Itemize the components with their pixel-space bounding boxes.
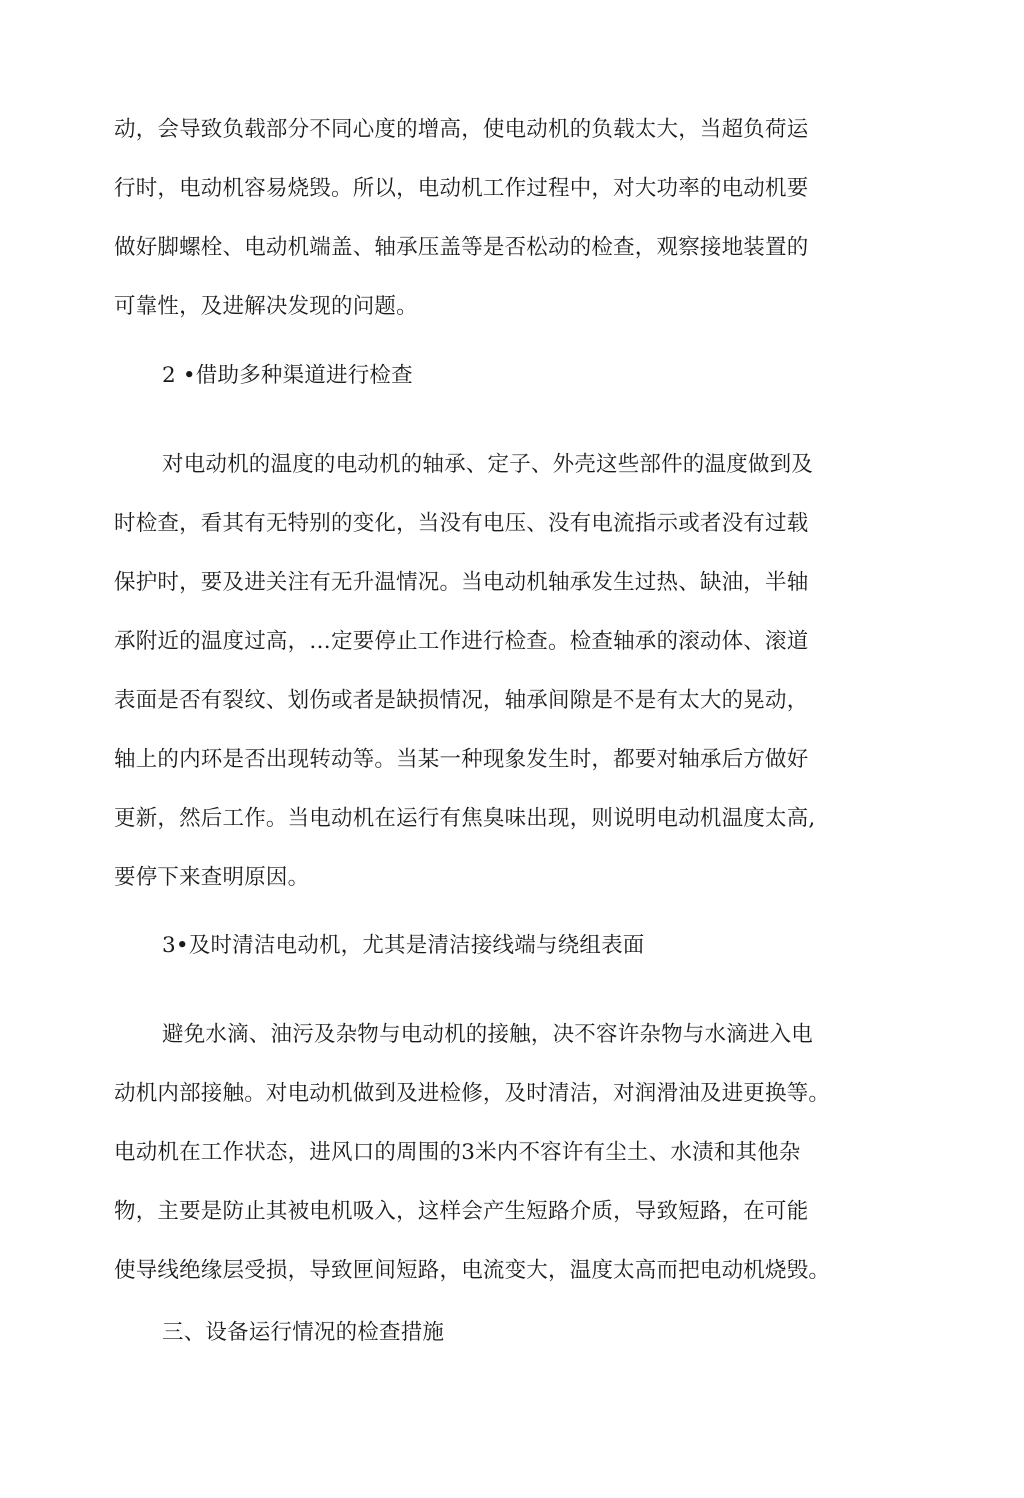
text-line: 保护时，要及进关注有无升温情况。当电动机轴承发生过热、缺油，半轴 bbox=[114, 570, 809, 595]
text-line: 承附近的温度过高，…定要停止工作进行检查。检查轴承的滚动体、滚道 bbox=[114, 629, 809, 654]
text-line: 物，主要是防止其被电机吸入，这样会产生短路介质，导致短路，在可能 bbox=[114, 1199, 809, 1224]
paragraph-temperature-check bbox=[114, 435, 874, 907]
text-line: 更新，然后工作。当电动机在运行有焦臭味出现，则说明电动机温度太高, bbox=[114, 806, 816, 831]
section-subheading: 2 •借助多种渠道进行检查 bbox=[162, 363, 413, 388]
heading-equipment-operation-check bbox=[114, 1303, 874, 1362]
text-line: 轴上的内环是否出现转动等。当某一种现象发生时，都要对轴承后方做好 bbox=[114, 747, 809, 772]
text-line: 动，会导致负载部分不同心度的增高，使电动机的负载太大，当超负荷运 bbox=[114, 117, 809, 142]
section-subheading: 3•及时清洁电动机，尤其是清洁接线端与绕组表面 bbox=[162, 933, 645, 958]
text-line: 要停下来查明原因。 bbox=[114, 865, 310, 890]
heading-multi-channel-inspection bbox=[114, 346, 874, 405]
text-line: 动机内部接触。对电动机做到及进检修，及时清洁，对润滑油及进更换等。 bbox=[114, 1081, 831, 1106]
paragraph-overload-inspection bbox=[114, 100, 874, 336]
text-line: 电动机在工作状态，进风口的周围的3米内不容许有尘土、水渍和其他杂 bbox=[114, 1140, 801, 1165]
text-line: 表面是否有裂纹、划伤或者是缺损情况，轴承间隙是不是有太大的晃动， bbox=[114, 688, 809, 713]
text-line: 可靠性，及进解决发现的问题。 bbox=[114, 294, 418, 319]
text-line: 时检查，看其有无特别的变化，当没有电压、没有电流指示或者没有过载 bbox=[114, 511, 809, 536]
text-line: 避免水滴、油污及杂物与电动机的接触，决不容许杂物与水滴进入电 bbox=[162, 1022, 814, 1047]
text-line: 做好脚螺栓、电动机端盖、轴承压盖等是否松动的检查，观察接地装置的 bbox=[114, 235, 809, 260]
heading-clean-motor bbox=[114, 916, 874, 975]
section-heading: 三、设备运行情况的检查措施 bbox=[162, 1320, 445, 1345]
text-line: 使导线绝缘层受损，导致匣间短路，电流变大，温度太高而把电动机烧毁。 bbox=[114, 1258, 831, 1283]
text-line: 对电动机的温度的电动机的轴承、定子、外壳这些部件的温度做到及 bbox=[162, 452, 814, 477]
text-line: 行时，电动机容易烧毁。所以，电动机工作过程中，对大功率的电动机要 bbox=[114, 176, 809, 201]
paragraph-cleaning bbox=[114, 1005, 874, 1300]
